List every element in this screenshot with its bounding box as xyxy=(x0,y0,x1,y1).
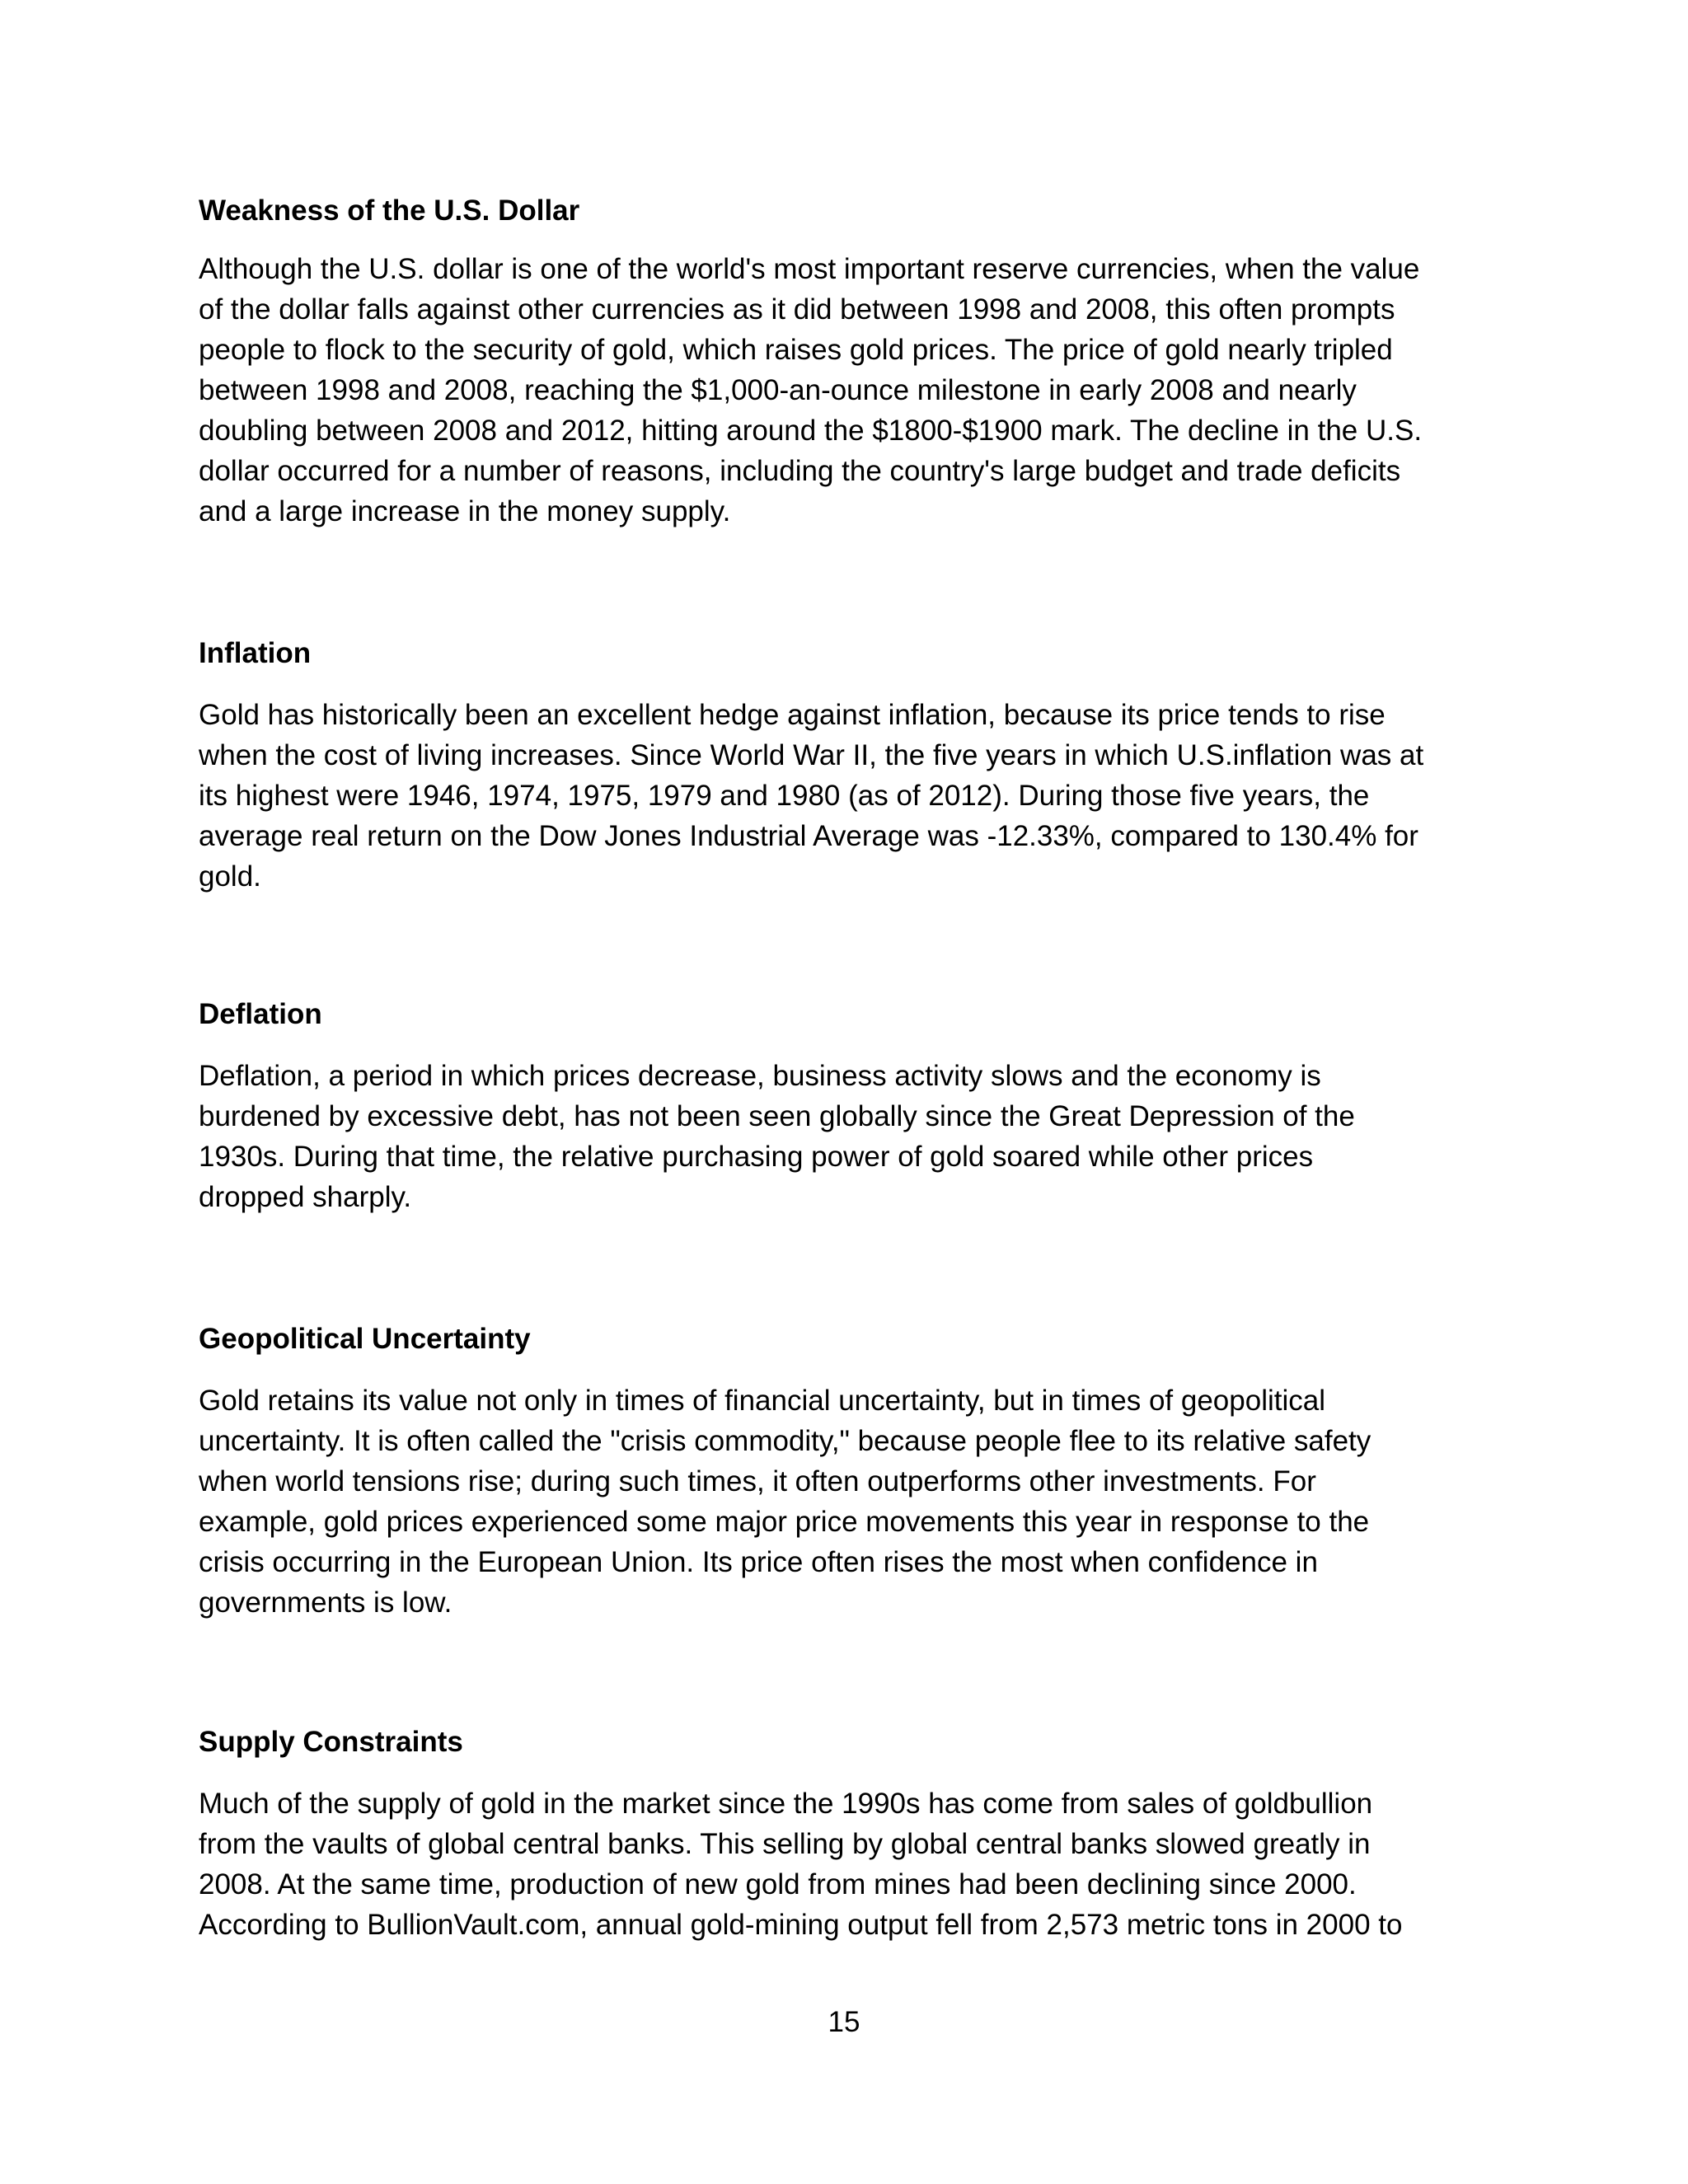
section-heading: Weakness of the U.S. Dollar xyxy=(199,194,580,227)
section-geopolitical-uncertainty xyxy=(199,1323,1501,1623)
paragraph-line: According to BullionVault.com, annual gold-mining output fell from 2,573 metric tons in 2000 to xyxy=(199,1909,1403,1941)
section-inflation xyxy=(199,637,1501,897)
paragraph-line: when world tensions rise; during such times, it often outperforms other investments. For xyxy=(199,1465,1316,1497)
paragraph-line: doubling between 2008 and 2012, hitting around the $1800-$1900 mark. The decline in the U.S. xyxy=(199,415,1423,447)
paragraph-line: Much of the supply of gold in the market since the 1990s has come from sales of goldbullion xyxy=(199,1788,1373,1820)
paragraph-line: uncertainty. It is often called the "crisis commodity," because people flee to its relative safety xyxy=(199,1425,1372,1457)
section-heading: Supply Constraints xyxy=(199,1726,463,1758)
paragraph-line: dropped sharply. xyxy=(199,1181,412,1213)
section-heading: Inflation xyxy=(199,637,312,669)
section-weakness-of-dollar xyxy=(199,194,1501,532)
page-number: 15 xyxy=(828,2006,860,2038)
paragraph-line: burdened by excessive debt, has not been seen globally since the Great Depression of the xyxy=(199,1100,1355,1132)
section-supply-constraints xyxy=(199,1726,1501,1945)
paragraph-line: Gold has historically been an excellent hedge against inflation, because its price tends to rise xyxy=(199,699,1386,731)
paragraph-line: Gold retains its value not only in times of financial uncertainty, but in times of geopolitical xyxy=(199,1385,1325,1417)
section-deflation xyxy=(199,998,1501,1217)
paragraph-line: governments is low. xyxy=(199,1586,452,1619)
paragraph-line: crisis occurring in the European Union. Its price often rises the most when confidence in xyxy=(199,1546,1318,1578)
paragraph-line: and a large increase in the money supply. xyxy=(199,495,731,527)
section-heading: Deflation xyxy=(199,998,322,1030)
paragraph-line: average real return on the Dow Jones Industrial Average was -12.33%, compared to 130.4% for xyxy=(199,820,1418,852)
paragraph-line: example, gold prices experienced some major price movements this year in response to the xyxy=(199,1506,1370,1538)
paragraph-line: its highest were 1946, 1974, 1975, 1979 and 1980 (as of 2012). During those five years, the xyxy=(199,780,1370,812)
paragraph-line: between 1998 and 2008, reaching the $1,000-an-ounce milestone in early 2008 and nearly xyxy=(199,374,1357,406)
paragraph-line: Deflation, a period in which prices decrease, business activity slows and the economy is xyxy=(199,1060,1321,1092)
paragraph-line: 2008. At the same time, production of new gold from mines had been declining since 2000. xyxy=(199,1868,1357,1900)
paragraph-line: of the dollar falls against other currencies as it did between 1998 and 2008, this often prompts xyxy=(199,293,1395,326)
section-heading: Geopolitical Uncertainty xyxy=(199,1323,531,1355)
paragraph-line: Although the U.S. dollar is one of the world's most important reserve currencies, when the value xyxy=(199,253,1420,285)
paragraph-line: gold. xyxy=(199,860,261,893)
paragraph-line: when the cost of living increases. Since World War II, the five years in which U.S.inflation was at xyxy=(199,739,1424,771)
paragraph-line: from the vaults of global central banks. This selling by global central banks slowed greatly in xyxy=(199,1828,1371,1860)
paragraph-line: 1930s. During that time, the relative purchasing power of gold soared while other prices xyxy=(199,1141,1314,1173)
paragraph-line: people to flock to the security of gold, which raises gold prices. The price of gold nearly tripled xyxy=(199,334,1393,366)
paragraph-line: dollar occurred for a number of reasons, including the country's large budget and trade deficits xyxy=(199,455,1401,487)
